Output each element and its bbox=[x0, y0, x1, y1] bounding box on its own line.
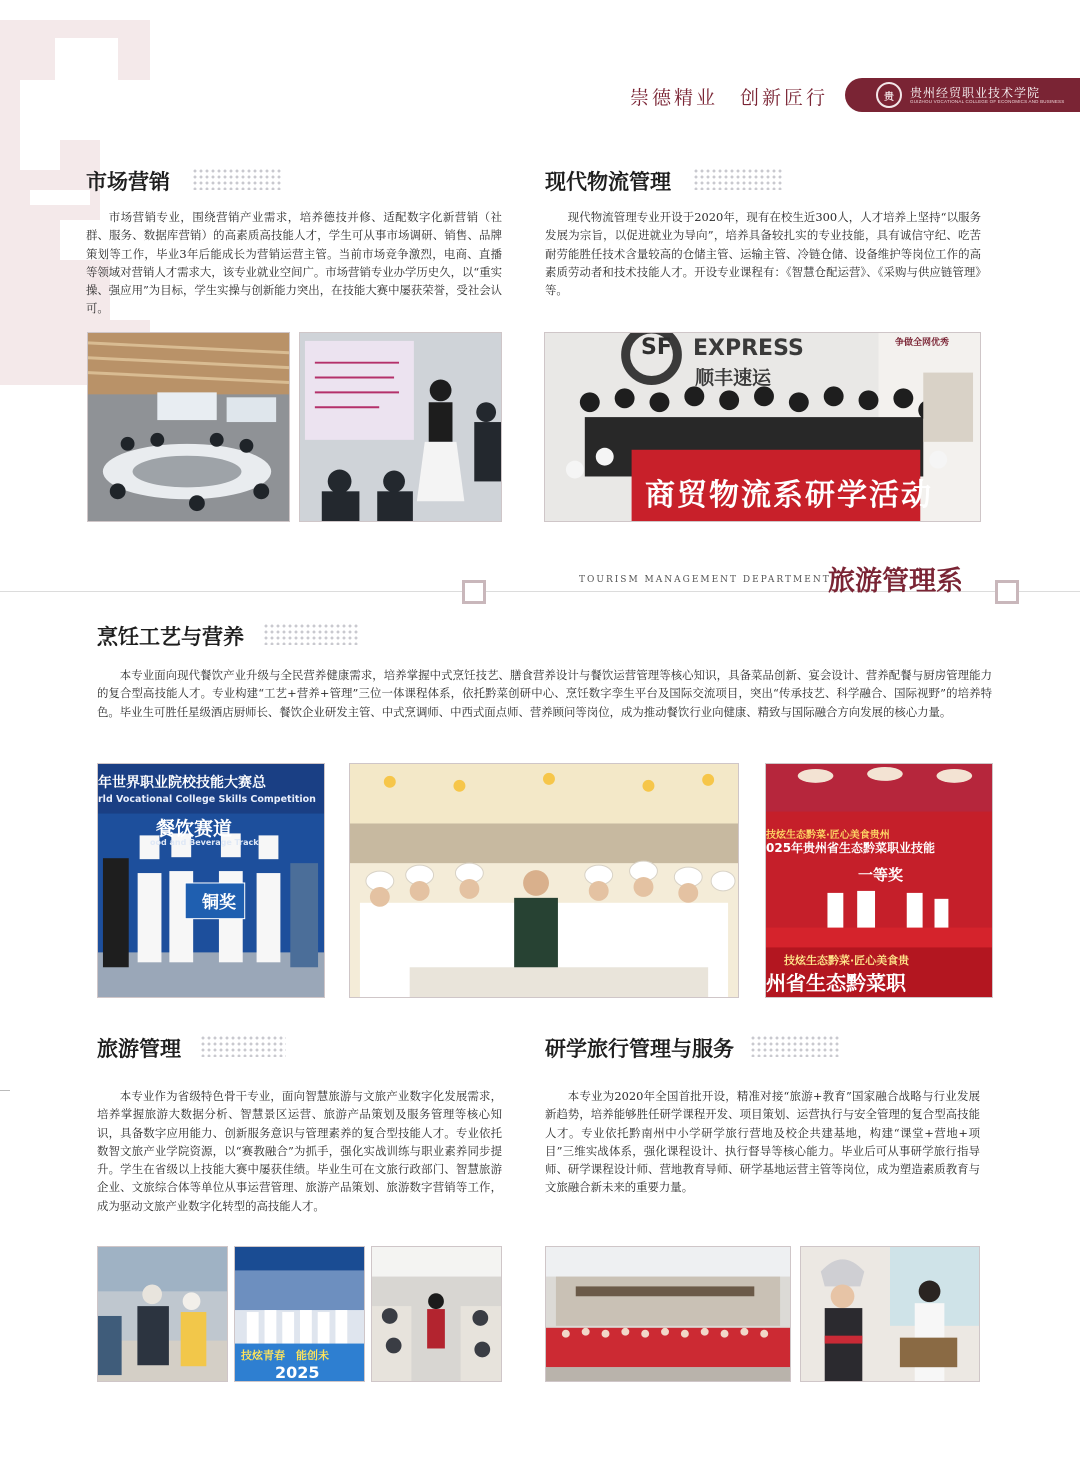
study-travel-classroom-photo bbox=[800, 1246, 980, 1382]
study-travel-title: 研学旅行管理与服务 bbox=[545, 1037, 734, 1061]
college-english-name: GUIZHOU VOCATIONAL COLLEGE OF ECONOMICS AND BUSINESS bbox=[910, 99, 1065, 104]
dot-pattern-decoration bbox=[263, 623, 358, 645]
culinary-description: 本专业面向现代餐饮产业升级与全民营养健康需求，培养掌握中式烹饪技艺、膳食营养设计与餐饮运营管理等核心知识，具备菜品创新、宴会设计、营养配餐与厨房管理能力的复合型高技能人才。专业构建“工艺+营养+管理”三位一体课程体系，依托黔菜创研中心、烹饪数字孪生平台及国际交流项目，突出“传承技艺、科学融合、国际视野”的培养特色。毕业生可胜任星级酒店厨师长、餐饮企业研发主管、中式烹调师、中西式面点师、营养顾问等岗位，成为推动餐饮行业向健康、精致与国际融合方向发展的核心力量。 bbox=[97, 668, 992, 719]
divider-square-decoration bbox=[462, 580, 486, 604]
marketing-title: 市场营销 bbox=[86, 170, 170, 194]
study-travel-description: 本专业为2020年全国首批开设，精准对接“旅游+教育”国家融合战略与行业发展新趋势，培养能够胜任研学课程开发、项目策划、运营执行与安全管理的复合型高技能人才。专业依托黔南州中小学研学旅行营地及校企共建基地，构建“课堂+营地+项目”三维实战体系，强化课程设计、执行督导等核心能力。毕业后可从事研学旅行指导师、研学课程设计师、营地教育导师、研学基地运营主管等岗位，成为塑造素质教育与文旅融合新未来的重要力量。 bbox=[545, 1089, 980, 1195]
bronze-award-sign: 铜奖 bbox=[202, 893, 236, 913]
competition-banner-english: rld Vocational College Skills Competition bbox=[98, 794, 316, 805]
culinary-competition-photo bbox=[97, 763, 325, 998]
logistics-group-photo bbox=[544, 332, 981, 522]
sf-chinese-sign-text: 顺丰速运 bbox=[695, 367, 772, 389]
divider-square-decoration bbox=[995, 580, 1019, 604]
award-event-text: 025年贵州省生态黔菜职业技能 bbox=[766, 841, 936, 855]
logistics-banner-text: 商贸物流系研学活动 bbox=[645, 478, 933, 513]
college-name: 贵州经贸职业技术学院 bbox=[910, 86, 1041, 100]
dot-pattern-decoration bbox=[693, 168, 783, 190]
margin-tick-decoration bbox=[0, 1090, 10, 1091]
study-travel-group-photo bbox=[545, 1246, 791, 1382]
logistics-description: 现代物流管理专业开设于2020年，现有在校生近300人，人才培养上坚持“以服务发展为宗旨，以促进就业为导向”，培养具备较扎实的专业技能，具有诚信守纪、吃苦耐劳能胜任技术含量较高的仓储主管、运输主管、冷链仓储、设备维护等岗位工作的高素质劳动者和技术技能人才。开设专业课程有：《智慧仓配运营》、《采购与供应链管理》等。 bbox=[545, 210, 981, 298]
track-english-text: ood and Beverage Track bbox=[150, 838, 259, 847]
tourism-photo-year: 2025 bbox=[275, 1363, 320, 1382]
express-sign-text: EXPRESS bbox=[693, 336, 804, 361]
award-banner-bottom-text: 技炫生态黔菜·匠心美食贵 bbox=[784, 954, 910, 967]
wall-slogan-text: 争做全网优秀 bbox=[895, 338, 950, 348]
tourism-title: 旅游管理 bbox=[97, 1037, 181, 1061]
tourism-competition-photo bbox=[234, 1246, 365, 1382]
culinary-title: 烹饪工艺与营养 bbox=[97, 625, 244, 649]
culinary-class-photo bbox=[349, 763, 739, 998]
slogan: 崇德精业 创新匠行 bbox=[630, 87, 829, 109]
track-name-text: 餐饮赛道 bbox=[156, 818, 233, 840]
award-banner-text: 技炫生态黔菜·匠心美食贵州 bbox=[766, 830, 890, 841]
dot-pattern-decoration bbox=[750, 1035, 840, 1057]
marketing-classroom-photo bbox=[87, 332, 290, 522]
background-glyph-decoration bbox=[0, 20, 150, 385]
tourism-outdoor-photo bbox=[97, 1246, 228, 1382]
tourism-photo-slogan: 技炫青春 能创未 bbox=[241, 1349, 329, 1362]
marketing-presentation-photo bbox=[299, 332, 502, 522]
award-banner-large-text: 州省生态黔菜职 bbox=[766, 971, 906, 995]
department-english-name: TOURISM MANAGEMENT DEPARTMENT bbox=[579, 575, 831, 585]
department-chinese-name: 旅游管理系 bbox=[828, 566, 963, 597]
logistics-title: 现代物流管理 bbox=[545, 170, 671, 194]
competition-banner-text: 年世界职业院校技能大赛总 bbox=[98, 775, 266, 791]
culinary-award-photo bbox=[765, 763, 993, 998]
first-prize-text: 一等奖 bbox=[858, 866, 904, 884]
marketing-description: 市场营销专业，围绕营销产业需求，培养德技并修、适配数字化新营销（社群、服务、数据库营销）的高素质高技能人才，学生可从事市场调研、销售、品牌策划等工作，毕业3年后能成长为营销运营主管。当前市场竞争激烈，电商、直播等领域对营销人才需求大，该专业就业空间广。市场营销专业办学历史久，以“重实操、强应用”为目标，学生实操与创新能力突出，在技能大赛中屡获荣誉，受社会认可。 bbox=[86, 210, 502, 316]
sf-logo-text: SF bbox=[641, 335, 672, 360]
dot-pattern-decoration bbox=[200, 1035, 286, 1057]
tourism-description: 本专业作为省级特色骨干专业，面向智慧旅游与文旅产业数字化发展需求，培养掌握旅游大数据分析、智慧景区运营、旅游产品策划及服务管理等核心知识，具备数字应用能力、创新服务意识与管理素养的复合型技能人才。专业依托数智文旅产业学院资源，以“赛教融合”为抓手，强化实战训练与职业素养同步提升。学生在省级以上技能大赛中屡获佳绩。毕业生可在文旅行政部门、智慧旅游企业、文旅综合体等单位从事运营管理、旅游产品策划、旅游数字营销等工作，成为驱动文旅产业数字化转型的高技能人才。 bbox=[97, 1089, 502, 1213]
tourism-bus-photo bbox=[371, 1246, 502, 1382]
college-emblem-icon: 贵 bbox=[876, 82, 902, 108]
dot-pattern-decoration bbox=[192, 168, 282, 190]
